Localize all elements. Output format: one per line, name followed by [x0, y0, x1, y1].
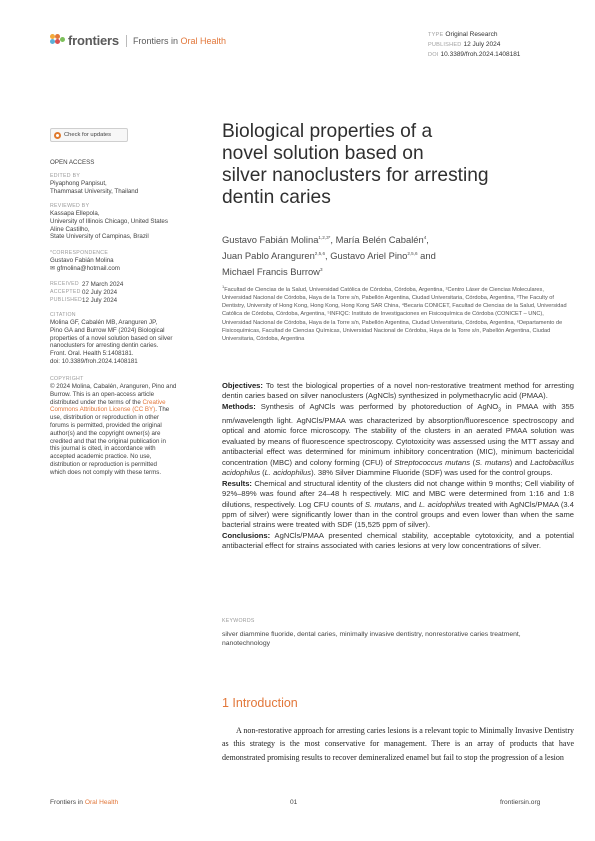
frontiers-logo — [50, 33, 226, 48]
license-link-cont[interactable]: Commons Attribution License (CC BY) — [50, 406, 156, 414]
author-list: Gustavo Fabián Molina$^{1,2,3*}$, María Belén Cabalén$^4$, Juan Pablo Aranguren$^{2,5,6}$, Gustavo Ariel Pino$^{2,5,6}$ and Michael Francis Burrow$^3$ — [222, 234, 436, 278]
abstract: Objectives: To test the biological properties of a novel non-restorative treatment method for arresting dentin caries based on silver nanoclusters (AgNCls) synthesized in polymethacrylic acid (PMAA). Methods: Synthesis of AgNCls was performed by photoreduction of AgNO$_3$ in PMAA with 355 nm/wavelength light. AgNCls/PMAA was characterized by absorption/fluorescence spectroscopy and optical and atomic force microscopy. The stability of the clusters in an aerated PMAA solution was evaluated by means of fluorescence spectroscopy. Cytotoxicity was assessed using the MTT assay and antibacterial effect was determined for minimum inhibitory concentration (MIC), minimum bactericidal concentration (MBC) and colony forming (CFU) of Streptococcus mutans (S. mutans) and Lactobacillus acidophilus (L. acidophilus). 38% Silver Diammine Fluoride (SDF) was used for the control groups. Results: Chemical and structural identity of the clusters did not change within 9 months; Cell viability of 92%–89% was found after 24–48 h respectively. MIC and MBC were determined from 1:16 and 1:8 dilutions, respectively. Log CFU counts of S. mutans, and L. acidophilus treated with AgNCls/PMAA (3.4 ppm of silver) were significantly lower than in the control groups and even lower than when the same bacterial strains were treated with SDF (15,525 ppm of silver). Conclusions: AgNCls/PMAA presented chemical stability, acceptable cytotoxicity, and a potential antibacterial effect for strains associated with caries lesions at very low concentrations of silver. — [222, 381, 575, 551]
journal-name: Frontiers in Oral Health — [132, 35, 226, 46]
section-heading-introduction: 1 Introduction — [222, 696, 298, 710]
doi[interactable]: 10.3389/froh.2024.1408181 — [440, 51, 521, 58]
footer-site-link[interactable]: frontiersin.org — [500, 799, 541, 806]
logo-wordmark: frontiers — [68, 33, 119, 48]
frontiers-logo-icon — [50, 34, 64, 48]
article-dates: RECEIVED 27 March 2024 ACCEPTED 02 July 2024 PUBLISHED 12 July 2024 — [50, 281, 124, 304]
keywords-label: KEYWORDS — [222, 618, 255, 624]
publish-date: 12 July 2024 — [463, 41, 501, 48]
keywords: silver diammine fluoride, dental caries, minimally invasive dentistry, nonrestorative caries treatment, nanotechnology — [222, 631, 521, 648]
updates-icon — [54, 132, 61, 139]
article-type: Original Research — [445, 31, 498, 38]
copyright: COPYRIGHT © 2024 Molina, Cabalén, Aranguren, Pino and Burrow. This is an open-access article distributed under the terms of the Creative Commons Attribution License (CC BY). The use, distribution or reproduction in other forums is permitted, provided the original author(s) and the copyright owner(s) are credited and that the original publication in this journal is cited, in accordance with accepted academic practice. No use, distribution or reproduction is permitted which does not comply with these terms. — [50, 376, 177, 476]
check-updates-label: Check for updates — [64, 132, 112, 138]
open-access-label: OPEN ACCESS — [50, 159, 95, 166]
citation: CITATION Molina GF, Cabalén MB, Aranguren JP, Pino GA and Burrow MF (2024) Biological properties of a novel solution based on silver nanoclusters for arresting dentin caries. Front. Oral. Health 5:1408181. doi: 10.3389/froh.2024.1408181 — [50, 312, 173, 365]
article-title: Biological properties of a novel solution based on silver nanoclusters for arresting dentin caries — [222, 121, 489, 208]
correspondence: *CORRESPONDENCE Gustavo Fabián Molina ✉ gfmolina@hotmail.com — [50, 250, 200, 273]
logo-divider — [126, 35, 127, 47]
check-for-updates-button[interactable] — [50, 128, 128, 142]
license-link[interactable]: Creative — [142, 398, 166, 406]
page-number: 01 — [290, 799, 298, 806]
article-meta: TYPE Original Research PUBLISHED 12 July 2024 DOI 10.3389/froh.2024.1408181 — [428, 31, 521, 58]
footer-journal: Frontiers in Oral Health — [50, 799, 119, 806]
edited-by: EDITED BY Piyaphong Panpisut, Thammasat University, Thailand — [50, 173, 139, 195]
reviewed-by: REVIEWED BY Kassapa Ellepola, University of Illinois Chicago, United States Aline Castilho, State University of Campinas, Brazil — [50, 203, 168, 241]
affiliations: $^1$Facultad de Ciencias de la Salud, Universidad Católica de Córdoba, Córdoba, Argentina, ²Centro Láser de Ciencias Moleculares, Universidad Nacional de Córdoba, Haya de la Torre s/n, Pabellón Argentina, Ciudad Universitaria, Córdoba, Argentina, ³The Faculty of Dentistry, University of Hong Kong, Hong Kong, Hong Kong SAR China, ⁴Becaria CONICET, Facultad de Ciencias de la Salud, Universidad Católica de Córdoba, Córdoba, Argentina, ⁵INFIQC: Instituto de Investigaciones en Fisicoquímica de Córdoba (CONICET – UNC), Universidad Nacional de Córdoba, Haya de la Torre s/n, Pabellón Argentina, Ciudad Universitaria, Córdoba, Argentina, ⁶Departamento de Fisicoquímicas, Facultad de Ciencias Químicas, Universidad Nacional de Córdoba, Haya de la Torre s/n, Pabellón Argentina, Ciudad Universitaria, Córdoba, Argentina — [222, 284, 567, 343]
correspondence-email[interactable]: ✉ gfmolina@hotmail.com — [50, 264, 120, 272]
introduction-text: A non-restorative approach for arresting caries lesions is a relevant topic to Minimally Invasive Dentistry as this strategy is the most conservative for management. There is an array of products that have demonstrated promising results to recover demineralized enamel but fail to stop the progression of a lesion — [222, 726, 574, 762]
